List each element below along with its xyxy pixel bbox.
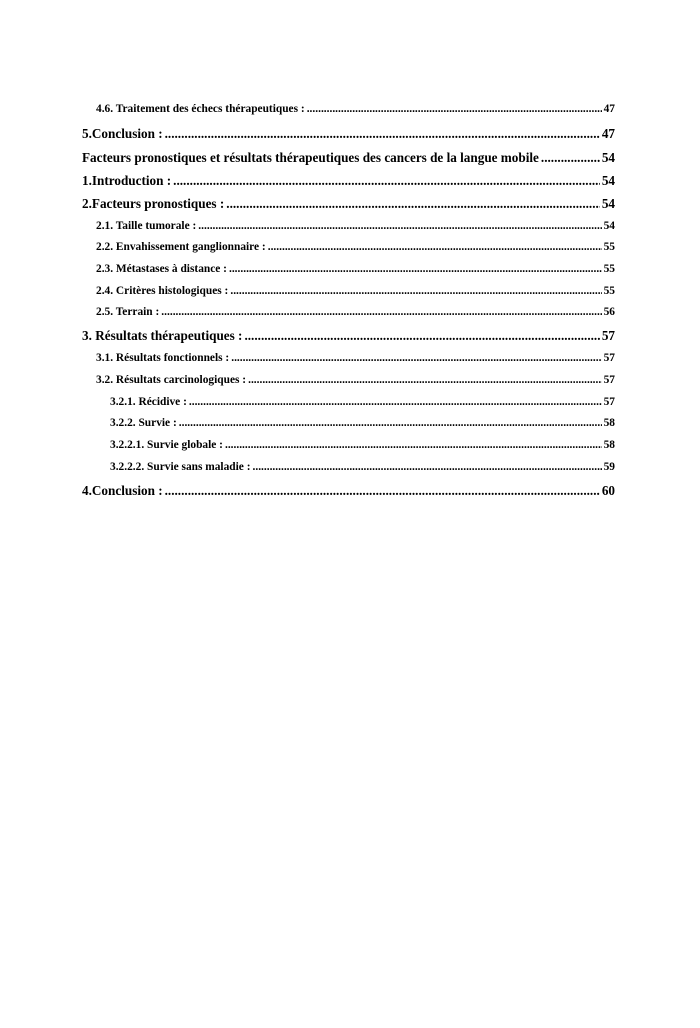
toc-entry[interactable] xyxy=(96,103,615,115)
toc-dot-leader xyxy=(244,328,599,344)
toc-entry-page: 55 xyxy=(603,285,615,297)
toc-entry[interactable] xyxy=(96,220,615,232)
toc-entry-title: 3.2.2.2. Survie sans maladie : xyxy=(110,461,251,473)
toc-entry-page: 58 xyxy=(603,417,615,429)
toc-entry[interactable] xyxy=(82,173,615,189)
toc-entry[interactable] xyxy=(82,328,615,344)
toc-dot-leader xyxy=(173,173,600,189)
toc-dot-leader xyxy=(248,374,602,386)
toc-entry-page: 57 xyxy=(603,374,615,386)
toc-entry-title: 3. Résultats thérapeutiques : xyxy=(82,328,243,343)
toc-entry-page: 55 xyxy=(603,241,615,253)
toc-entry-page: 54 xyxy=(601,173,615,188)
toc-dot-leader xyxy=(165,126,600,142)
toc-entry[interactable] xyxy=(82,196,615,212)
toc-entry-page: 47 xyxy=(603,103,615,115)
toc-dot-leader xyxy=(541,150,600,166)
toc-entry-page: 54 xyxy=(601,196,615,211)
toc-entry-page: 57 xyxy=(603,396,615,408)
toc-entry[interactable] xyxy=(96,241,615,253)
toc-dot-leader xyxy=(229,263,602,275)
toc-dot-leader xyxy=(253,461,602,473)
toc-entry-title: 3.2.2. Survie : xyxy=(110,417,177,429)
toc-dot-leader xyxy=(226,196,600,212)
toc-entry[interactable] xyxy=(110,396,615,408)
toc-entry-title: 2.3. Métastases à distance : xyxy=(96,263,227,275)
toc-dot-leader xyxy=(161,306,601,318)
toc-entry-title: 2.Facteurs pronostiques : xyxy=(82,196,225,211)
toc-entry-title: 3.2.1. Récidive : xyxy=(110,396,187,408)
toc-entry-page: 56 xyxy=(603,306,615,318)
toc-entry[interactable] xyxy=(96,352,615,364)
toc-entry-title: 3.2. Résultats carcinologiques : xyxy=(96,374,247,386)
toc-dot-leader xyxy=(189,396,602,408)
toc-dot-leader xyxy=(307,103,602,115)
toc-entry-title: 2.4. Critères histologiques : xyxy=(96,285,229,297)
toc-entry[interactable] xyxy=(110,461,615,473)
toc-entry-page: 57 xyxy=(601,328,615,343)
toc-entry-title: 2.1. Taille tumorale : xyxy=(96,220,197,232)
toc-entry-title: 4.Conclusion : xyxy=(82,483,163,498)
toc-entry[interactable] xyxy=(96,374,615,386)
toc-entry[interactable] xyxy=(82,483,615,499)
toc-entry[interactable] xyxy=(82,150,615,166)
toc-entry-page: 54 xyxy=(601,150,615,165)
toc-entry[interactable] xyxy=(96,306,615,318)
toc-entry[interactable] xyxy=(96,263,615,275)
toc-dot-leader xyxy=(179,417,602,429)
toc-entry[interactable] xyxy=(96,285,615,297)
toc-dot-leader xyxy=(198,220,601,232)
toc-entry-page: 54 xyxy=(603,220,615,232)
toc-dot-leader xyxy=(230,285,601,297)
toc-entry-page: 60 xyxy=(601,483,615,498)
toc-dot-leader xyxy=(231,352,601,364)
toc-entry-title: 2.2. Envahissement ganglionnaire : xyxy=(96,241,266,253)
toc-entry-page: 57 xyxy=(603,352,615,364)
toc-entry-title: 5.Conclusion : xyxy=(82,126,163,141)
toc-entry[interactable] xyxy=(110,417,615,429)
toc-dot-leader xyxy=(225,439,602,451)
toc-entry-title: 4.6. Traitement des échecs thérapeutiques : xyxy=(96,103,305,115)
toc-entry[interactable] xyxy=(110,439,615,451)
toc-entry-page: 58 xyxy=(603,439,615,451)
toc-entry-title: Facteurs pronostiques et résultats thérapeutiques des cancers de la langue mobile xyxy=(82,150,539,165)
toc-entry-page: 55 xyxy=(603,263,615,275)
toc-entry-title: 3.1. Résultats fonctionnels : xyxy=(96,352,230,364)
toc-entry[interactable] xyxy=(82,126,615,142)
toc-dot-leader xyxy=(165,483,600,499)
toc-dot-leader xyxy=(268,241,602,253)
toc-entry-title: 2.5. Terrain : xyxy=(96,306,160,318)
toc-entry-title: 3.2.2.1. Survie globale : xyxy=(110,439,223,451)
toc-entry-title: 1.Introduction : xyxy=(82,173,172,188)
toc-entry-page: 47 xyxy=(601,126,615,141)
toc-entry-page: 59 xyxy=(603,461,615,473)
